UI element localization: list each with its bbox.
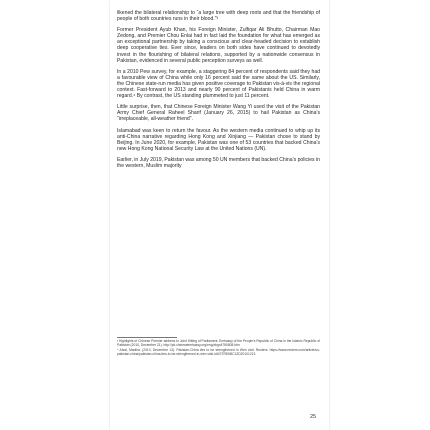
paragraph-1: likened the bilateral relationship to “a large tree with deep roots and that the friendship of people of both countries runs in their blood.”³ xyxy=(117,10,320,23)
paragraph-2: Former President Ayub Khan, his Foreign Minister, Zulfiqar Ali Bhutto, Chairman Mao Zedong, and Premier Chou Enlai had in fact laid the foundation for what has emerged as an exceptional partnership by taking a conscious and clear-headed decision to establish deep cooperative ties. Ever since, leaders on both sides have continued to devotedly invest in the flourishing of bilateral relations, supported by a nationwide consensus in Pakistan, evidenced in several public perception surveys as well. xyxy=(117,27,320,64)
paragraph-4: Little surprise, then, that Chinese Foreign Minister Wang Yi used the visit of the Pakistan Army Chief General Raheel Sharif (January 26, 2015) to hail Pakistan as China’s “irreplaceable, all-weather friend”. xyxy=(117,104,320,123)
footnote-divider xyxy=(117,337,177,338)
body-text xyxy=(117,10,320,174)
paragraph-5: Islamabad was keen to return the favour. As the western media continued to whip up its anti-China narrative regarding Hong Kong and Xinjiang — Pakistan chose to stand by Beijing. In June 2020, for example, Pakistan was one of 53 countries that backed China’s new Hong Kong National Security Law at the United Nations (UN). xyxy=(117,127,320,152)
document-page xyxy=(110,0,329,430)
footnotes xyxy=(117,339,320,357)
paragraph-6: Earlier, in July 2019, Pakistan was among 50 UN members that backed China’s policies in the western, Muslim majority xyxy=(117,156,320,169)
page-number: 25 xyxy=(310,414,317,420)
footnote-3: ³ Highlights of Chinese Premier address to Joint Sitting of Parliament. Embassy of the People’s Republic of China in the Islamic Republic of Pakistan (2010, December 21). http://pk.chineseembassy.org/eng/zbgx/t780808.htm xyxy=(117,339,320,348)
paragraph-3: In a 2010 Pew survey, for example, a staggering 84 percent of respondents said they had a favourable view of China while only 16 percent said the same about the US. Similarly, the Chinese state-run media has given positive coverage to Pakistan vis-à-vis the regional context. Fast-forward to 2013 and nearly 90 percent of Pakistanis held China in warm regard.⁴ By contrast, the US standing plummeted to just 11 percent. xyxy=(117,68,321,100)
footnote-4: ⁴ Afzal, Madiha. (2010, December 13). Pakistan-China ties to be strengthened in Wen visit. Reuters. https://www.reuters.com/article/us-pakistan-china/pakistan-china-ties-to-be-strengthened-in-wen-visit-idUSTRE6BC1ZD20101213 xyxy=(117,348,320,357)
